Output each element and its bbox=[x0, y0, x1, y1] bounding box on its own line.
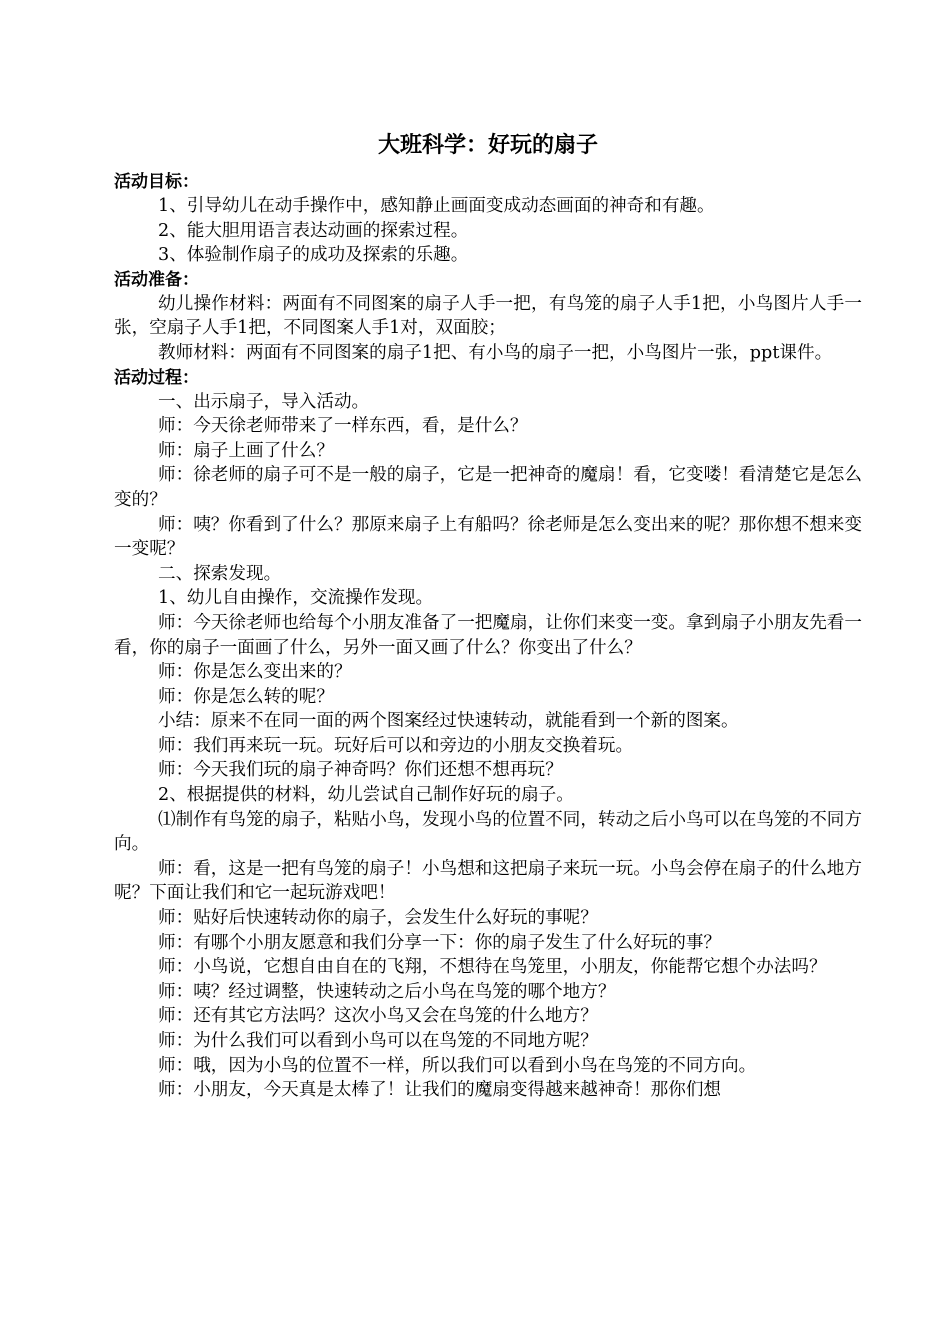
paragraph: 1、幼儿自由操作，交流操作发现。 bbox=[158, 588, 434, 609]
paragraph: 师：扇子上画了什么？ bbox=[158, 440, 334, 461]
paragraph: 1、引导幼儿在动手操作中，感知静止画面变成动态画面的神奇和有趣。 bbox=[158, 196, 715, 216]
document-title: 大班科学：好玩的扇子 bbox=[377, 133, 598, 158]
paragraph: 师：徐老师的扇子可不是一般的扇子，它是一把神奇的魔扇！看，它变喽！看清楚它是怎么变的？ bbox=[114, 465, 862, 510]
paragraph: 师：看，这是一把有鸟笼的扇子！小鸟想和这把扇子来玩一玩。小鸟会停在扇子的什么地方呢？下面让我们和它一起玩游戏吧！ bbox=[114, 858, 862, 904]
paragraph: 师：为什么我们可以看到小鸟可以在鸟笼的不同地方呢？ bbox=[158, 1031, 598, 1051]
paragraph: 师：小朋友，今天真是太棒了！让我们的魔扇变得越来越神奇！那你们想 bbox=[158, 1080, 722, 1101]
section-heading-goals: 活动目标： bbox=[114, 172, 199, 192]
paragraph: 师：今天徐老师带来了一样东西，看，是什么？ bbox=[158, 416, 528, 437]
paragraph: 2、根据提供的材料，幼儿尝试自己制作好玩的扇子。 bbox=[158, 785, 574, 806]
paragraph: 师：我们再来玩一玩。玩好后可以和旁边的小朋友交换着玩。 bbox=[158, 735, 634, 756]
section-heading-preparation: 活动准备： bbox=[114, 269, 199, 290]
section-preparation bbox=[114, 268, 862, 366]
paragraph: 师：咦？经过调整，快速转动之后小鸟在鸟笼的哪个地方？ bbox=[158, 981, 616, 1002]
paragraph: 二、探索发现。 bbox=[158, 563, 282, 584]
paragraph: 师：还有其它方法吗？这次小鸟又会在鸟笼的什么地方？ bbox=[158, 1006, 598, 1027]
paragraph: 师：你是怎么转的呢？ bbox=[158, 686, 334, 707]
paragraph: ⑴制作有鸟笼的扇子，粘贴小鸟，发现小鸟的位置不同，转动之后小鸟可以在鸟笼的不同方向。 bbox=[114, 809, 862, 855]
paragraph: 一、出示扇子，导入活动。 bbox=[158, 391, 370, 412]
paragraph: 师：贴好后快速转动你的扇子，会发生什么好玩的事呢？ bbox=[158, 908, 598, 929]
paragraph: 2、能大胆用语言表达动画的探索过程。 bbox=[158, 220, 469, 241]
paragraph: 师：小鸟说，它想自由自在的飞翔，不想待在鸟笼里，小朋友，你能帮它想个办法吗？ bbox=[158, 957, 827, 978]
paragraph: 师：今天徐老师也给每个小朋友准备了一把魔扇，让你们来变一变。拿到扇子小朋友先看一看，你的扇子一面画了什么，另外一面又画了什么？你变出了什么？ bbox=[114, 612, 862, 658]
paragraph: 3、体验制作扇子的成功及探索的乐趣。 bbox=[158, 245, 469, 266]
section-process bbox=[114, 366, 862, 1103]
paragraph: 师：今天我们玩的扇子神奇吗？你们还想不想再玩？ bbox=[158, 760, 563, 781]
section-goals bbox=[114, 170, 862, 268]
paragraph: 师：哦，因为小鸟的位置不一样，所以我们可以看到小鸟在鸟笼的不同方向。 bbox=[158, 1055, 757, 1076]
section-heading-process: 活动过程： bbox=[114, 367, 199, 388]
paragraph: 幼儿操作材料：两面有不同图案的扇子人手一把，有鸟笼的扇子人手1把，小鸟图片人手一张，空扇子人手1把，不同图案人手1对，双面胶； bbox=[114, 293, 862, 339]
paragraph: 小结：原来不在同一面的两个图案经过快速转动，就能看到一个新的图案。 bbox=[158, 711, 739, 732]
paragraph: 教师材料：两面有不同图案的扇子1把、有小鸟的扇子一把，小鸟图片一张，ppt课件。 bbox=[158, 342, 833, 363]
paragraph: 师：你是怎么变出来的？ bbox=[158, 662, 352, 683]
paragraph: 师：咦？你看到了什么？那原来扇子上有船吗？徐老师是怎么变出来的呢？那你想不想来变一变呢？ bbox=[114, 514, 862, 560]
document-page bbox=[114, 130, 862, 1103]
paragraph: 师：有哪个小朋友愿意和我们分享一下：你的扇子发生了什么好玩的事？ bbox=[158, 932, 722, 953]
